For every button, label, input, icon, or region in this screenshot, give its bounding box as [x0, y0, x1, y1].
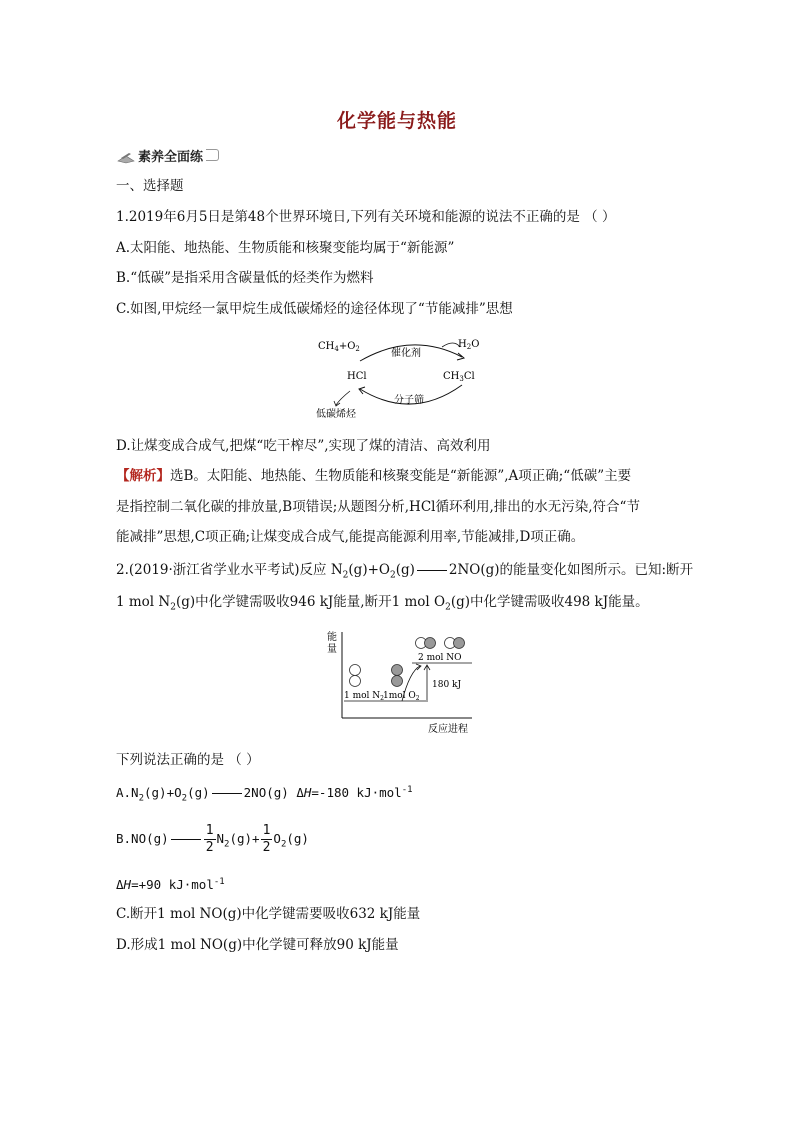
q2-prompt: 下列说法正确的是 （ ）	[116, 752, 260, 768]
y-axis-label-2: 量	[327, 644, 337, 655]
q1-analysis-line-1: 【解析】选B。太阳能、地热能、生物质能和核聚变能是“新能源”,A项正确;“低碳”主要	[116, 468, 632, 484]
fraction-half: $\frac{1}{2}$	[262, 823, 271, 855]
ch4-label: $CH_4+O_2$	[318, 341, 360, 353]
catalyst-label: 催化剂	[391, 348, 421, 359]
q2-option-b: B.NO(g) $\frac{1}{2}$ $N_2(g)+$ $\frac{1}{2}$ $O_2(g)$	[116, 823, 309, 855]
no-label: 2 mol NO	[418, 653, 462, 663]
ch3cl-label: $CH_3Cl$	[443, 371, 475, 383]
delta-label: 180 kJ	[432, 680, 462, 690]
section-heading: 一、选择题	[116, 178, 184, 194]
sieve-label: 分子筛	[394, 395, 424, 406]
badge-label: 素养全面练	[138, 149, 204, 165]
q1-option-d: D.让煤变成合成气,把煤“吃干榨尽”,实现了煤的清洁、高效利用	[116, 438, 491, 454]
y-axis-label-1: 能	[327, 632, 337, 643]
n2-label: 1 mol $N_2$	[344, 691, 384, 702]
q2-stem-line-1: 2.(2019·浙江省学业水平考试)反应 $N_2(g)+O_2(g)$ 2NO(g)的能量变化如图所示。已知:断开	[116, 562, 694, 581]
h2o-label: $H_2O$	[458, 339, 480, 351]
n-atom-icon	[350, 665, 361, 676]
q1-option-c: C.如图,甲烷经一氯甲烷生成低碳烯烃的途径体现了“节能减排”思想	[116, 301, 513, 317]
q1-analysis-line-3: 能减排”思想,C项正确;让煤变成合成气,能提高能源利用率,节能减排,D项正确。	[116, 529, 585, 545]
page-title: 化学能与热能	[336, 110, 457, 132]
reaction-arrow	[212, 793, 242, 794]
o2-label: 1mol $O_2$	[383, 691, 420, 702]
no-molecule-icon	[425, 638, 436, 649]
n-atom-icon	[350, 676, 361, 687]
q2-stem-line-2: 1 mol $N_2(g)$中化学键需吸收946 kJ能量,断开1 mol $O_2(g)$中化学键需吸收498 kJ能量。	[116, 594, 649, 613]
fraction-half: $\frac{1}{2}$	[205, 823, 214, 855]
q1-stem: 1.2019年6月5日是第48个世界环境日,下列有关环境和能源的说法不正确的是 （ ）	[116, 209, 616, 225]
q2-option-c: C.断开1 mol NO(g)中化学键需要吸收632 kJ能量	[116, 906, 421, 922]
q2-option-a: $A.N_2(g)+O_2(g)$ 2NO(g) ΔH=-180 kJ·mol$^{-1}$	[116, 785, 413, 804]
q1-analysis-line-2: 是指控制二氧化碳的排放量,B项错误;从题图分析,HCl循环利用,排出的水无污染,符合“节	[116, 499, 640, 515]
q2-option-d: D.形成1 mol NO(g)中化学键可释放90 kJ能量	[116, 937, 399, 953]
section-badge	[117, 146, 219, 164]
olefin-label: 低碳烯烃	[316, 409, 356, 420]
q2-option-b-dh: ΔH=+90 kJ·mol$^{-1}$	[116, 877, 225, 893]
analysis-tag: 【解析】	[116, 468, 170, 484]
q1-option-b: B.“低碳”是指采用含碳量低的烃类作为燃料	[116, 270, 374, 286]
reaction-arrow	[417, 570, 447, 571]
o-atom-icon	[392, 676, 403, 687]
hcl-label: HCl	[347, 371, 367, 382]
no-molecule-icon	[454, 638, 465, 649]
pencil-book-icon	[117, 149, 135, 161]
energy-diagram	[324, 626, 476, 738]
reaction-arrow	[171, 839, 201, 840]
q1-option-a: A.太阳能、地热能、生物质能和核聚变能均属于“新能源”	[116, 240, 455, 256]
methane-cycle-diagram	[312, 333, 492, 421]
o-atom-icon	[392, 665, 403, 676]
badge-tail	[206, 149, 219, 161]
x-axis-label: 反应进程	[428, 724, 468, 735]
